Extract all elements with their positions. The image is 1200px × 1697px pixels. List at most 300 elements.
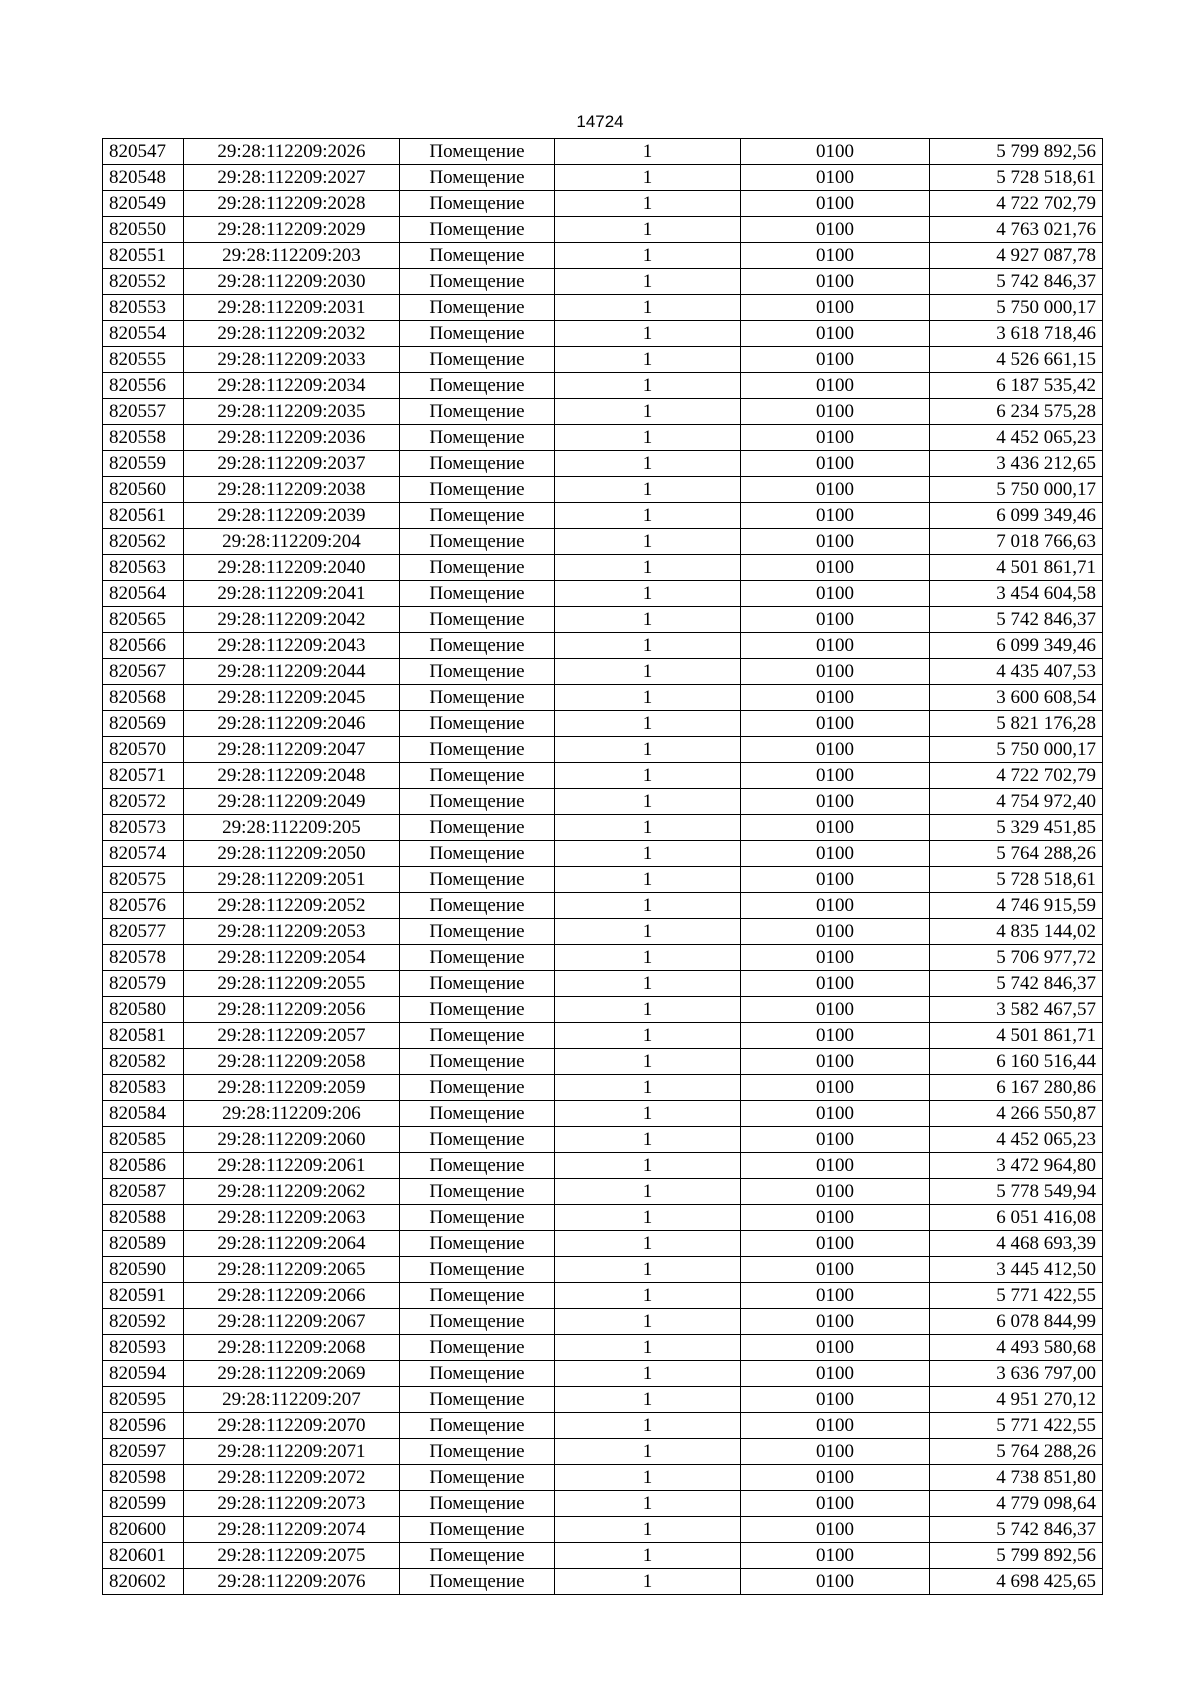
table-row [103, 1205, 1103, 1231]
code-cell: 0100 [741, 919, 930, 945]
object-type-cell: Помещение [400, 1413, 555, 1439]
code-cell: 0100 [741, 1049, 930, 1075]
object-type-cell: Помещение [400, 243, 555, 269]
cadastral-number-cell: 29:28:112209:2028 [184, 191, 400, 217]
cadastral-value-cell: 4 526 661,15 [930, 347, 1103, 373]
quantity-cell: 1 [555, 685, 741, 711]
quantity-cell: 1 [555, 1179, 741, 1205]
quantity-cell: 1 [555, 139, 741, 165]
cadastral-number-cell: 29:28:112209:2071 [184, 1439, 400, 1465]
cadastral-number-cell: 29:28:112209:206 [184, 1101, 400, 1127]
code-cell: 0100 [741, 581, 930, 607]
code-cell: 0100 [741, 1205, 930, 1231]
row-number-cell: 820575 [103, 867, 184, 893]
code-cell: 0100 [741, 971, 930, 997]
quantity-cell: 1 [555, 477, 741, 503]
cadastral-value-cell: 4 435 407,53 [930, 659, 1103, 685]
quantity-cell: 1 [555, 1491, 741, 1517]
object-type-cell: Помещение [400, 555, 555, 581]
code-cell: 0100 [741, 763, 930, 789]
row-number-cell: 820594 [103, 1361, 184, 1387]
row-number-cell: 820555 [103, 347, 184, 373]
cadastral-value-cell: 4 835 144,02 [930, 919, 1103, 945]
table-row [103, 529, 1103, 555]
code-cell: 0100 [741, 399, 930, 425]
quantity-cell: 1 [555, 815, 741, 841]
object-type-cell: Помещение [400, 789, 555, 815]
object-type-cell: Помещение [400, 529, 555, 555]
cadastral-number-cell: 29:28:112209:207 [184, 1387, 400, 1413]
quantity-cell: 1 [555, 1231, 741, 1257]
table-row [103, 841, 1103, 867]
quantity-cell: 1 [555, 165, 741, 191]
cadastral-value-cell: 4 493 580,68 [930, 1335, 1103, 1361]
cadastral-value-cell: 5 728 518,61 [930, 165, 1103, 191]
row-number-cell: 820583 [103, 1075, 184, 1101]
cadastral-value-cell: 5 742 846,37 [930, 1517, 1103, 1543]
cadastral-value-cell: 5 742 846,37 [930, 269, 1103, 295]
row-number-cell: 820564 [103, 581, 184, 607]
table-row [103, 1309, 1103, 1335]
quantity-cell: 1 [555, 1465, 741, 1491]
cadastral-number-cell: 29:28:112209:2069 [184, 1361, 400, 1387]
table-row [103, 139, 1103, 165]
quantity-cell: 1 [555, 399, 741, 425]
object-type-cell: Помещение [400, 1387, 555, 1413]
row-number-cell: 820593 [103, 1335, 184, 1361]
cadastral-value-cell: 6 099 349,46 [930, 503, 1103, 529]
code-cell: 0100 [741, 1075, 930, 1101]
table-row [103, 1049, 1103, 1075]
code-cell: 0100 [741, 1413, 930, 1439]
cadastral-number-cell: 29:28:112209:2058 [184, 1049, 400, 1075]
table-row [103, 555, 1103, 581]
quantity-cell: 1 [555, 217, 741, 243]
row-number-cell: 820572 [103, 789, 184, 815]
quantity-cell: 1 [555, 1361, 741, 1387]
quantity-cell: 1 [555, 1569, 741, 1595]
object-type-cell: Помещение [400, 503, 555, 529]
quantity-cell: 1 [555, 1283, 741, 1309]
quantity-cell: 1 [555, 269, 741, 295]
object-type-cell: Помещение [400, 1127, 555, 1153]
table-row [103, 737, 1103, 763]
row-number-cell: 820588 [103, 1205, 184, 1231]
code-cell: 0100 [741, 165, 930, 191]
table-row [103, 425, 1103, 451]
row-number-cell: 820568 [103, 685, 184, 711]
row-number-cell: 820558 [103, 425, 184, 451]
code-cell: 0100 [741, 1465, 930, 1491]
table-row [103, 1361, 1103, 1387]
code-cell: 0100 [741, 997, 930, 1023]
code-cell: 0100 [741, 815, 930, 841]
code-cell: 0100 [741, 373, 930, 399]
cadastral-value-cell: 6 234 575,28 [930, 399, 1103, 425]
row-number-cell: 820578 [103, 945, 184, 971]
object-type-cell: Помещение [400, 945, 555, 971]
cadastral-number-cell: 29:28:112209:2032 [184, 321, 400, 347]
row-number-cell: 820553 [103, 295, 184, 321]
quantity-cell: 1 [555, 581, 741, 607]
code-cell: 0100 [741, 503, 930, 529]
cadastral-number-cell: 29:28:112209:204 [184, 529, 400, 555]
code-cell: 0100 [741, 1101, 930, 1127]
code-cell: 0100 [741, 737, 930, 763]
object-type-cell: Помещение [400, 1283, 555, 1309]
object-type-cell: Помещение [400, 295, 555, 321]
table-row [103, 945, 1103, 971]
quantity-cell: 1 [555, 529, 741, 555]
code-cell: 0100 [741, 321, 930, 347]
cadastral-value-cell: 4 763 021,76 [930, 217, 1103, 243]
table-row [103, 1569, 1103, 1595]
quantity-cell: 1 [555, 1517, 741, 1543]
quantity-cell: 1 [555, 763, 741, 789]
object-type-cell: Помещение [400, 425, 555, 451]
quantity-cell: 1 [555, 867, 741, 893]
quantity-cell: 1 [555, 1335, 741, 1361]
code-cell: 0100 [741, 1283, 930, 1309]
code-cell: 0100 [741, 269, 930, 295]
row-number-cell: 820573 [103, 815, 184, 841]
row-number-cell: 820576 [103, 893, 184, 919]
cadastral-value-cell: 5 799 892,56 [930, 1543, 1103, 1569]
table-row [103, 1179, 1103, 1205]
row-number-cell: 820590 [103, 1257, 184, 1283]
table-row [103, 581, 1103, 607]
table-body [103, 139, 1103, 1595]
cadastral-number-cell: 29:28:112209:2047 [184, 737, 400, 763]
cadastral-value-cell: 5 750 000,17 [930, 477, 1103, 503]
cadastral-value-cell: 5 329 451,85 [930, 815, 1103, 841]
cadastral-value-cell: 4 698 425,65 [930, 1569, 1103, 1595]
cadastral-number-cell: 29:28:112209:2051 [184, 867, 400, 893]
cadastral-value-cell: 5 771 422,55 [930, 1283, 1103, 1309]
cadastral-number-cell: 29:28:112209:2075 [184, 1543, 400, 1569]
table-row [103, 1465, 1103, 1491]
page-number: 14724 [576, 112, 624, 131]
row-number-cell: 820587 [103, 1179, 184, 1205]
cadastral-number-cell: 29:28:112209:205 [184, 815, 400, 841]
object-type-cell: Помещение [400, 1517, 555, 1543]
cadastral-number-cell: 29:28:112209:2076 [184, 1569, 400, 1595]
row-number-cell: 820563 [103, 555, 184, 581]
object-type-cell: Помещение [400, 139, 555, 165]
cadastral-value-cell: 4 266 550,87 [930, 1101, 1103, 1127]
cadastral-number-cell: 29:28:112209:2056 [184, 997, 400, 1023]
object-type-cell: Помещение [400, 321, 555, 347]
quantity-cell: 1 [555, 373, 741, 399]
code-cell: 0100 [741, 1257, 930, 1283]
cadastral-number-cell: 29:28:112209:2034 [184, 373, 400, 399]
table-row [103, 217, 1103, 243]
quantity-cell: 1 [555, 1439, 741, 1465]
object-type-cell: Помещение [400, 165, 555, 191]
cadastral-value-cell: 4 951 270,12 [930, 1387, 1103, 1413]
code-cell: 0100 [741, 607, 930, 633]
code-cell: 0100 [741, 139, 930, 165]
code-cell: 0100 [741, 945, 930, 971]
object-type-cell: Помещение [400, 1465, 555, 1491]
cadastral-value-cell: 5 750 000,17 [930, 295, 1103, 321]
cadastral-value-table [102, 138, 1103, 1595]
cadastral-value-cell: 3 472 964,80 [930, 1153, 1103, 1179]
cadastral-number-cell: 29:28:112209:2066 [184, 1283, 400, 1309]
row-number-cell: 820570 [103, 737, 184, 763]
object-type-cell: Помещение [400, 347, 555, 373]
cadastral-number-cell: 29:28:112209:2072 [184, 1465, 400, 1491]
cadastral-value-cell: 6 187 535,42 [930, 373, 1103, 399]
object-type-cell: Помещение [400, 1257, 555, 1283]
table-row [103, 191, 1103, 217]
quantity-cell: 1 [555, 295, 741, 321]
row-number-cell: 820567 [103, 659, 184, 685]
row-number-cell: 820580 [103, 997, 184, 1023]
cadastral-value-cell: 3 618 718,46 [930, 321, 1103, 347]
object-type-cell: Помещение [400, 1231, 555, 1257]
quantity-cell: 1 [555, 1413, 741, 1439]
object-type-cell: Помещение [400, 1491, 555, 1517]
row-number-cell: 820557 [103, 399, 184, 425]
row-number-cell: 820565 [103, 607, 184, 633]
cadastral-value-cell: 4 738 851,80 [930, 1465, 1103, 1491]
object-type-cell: Помещение [400, 815, 555, 841]
quantity-cell: 1 [555, 997, 741, 1023]
quantity-cell: 1 [555, 711, 741, 737]
cadastral-number-cell: 29:28:112209:2041 [184, 581, 400, 607]
code-cell: 0100 [741, 893, 930, 919]
cadastral-value-cell: 4 779 098,64 [930, 1491, 1103, 1517]
row-number-cell: 820591 [103, 1283, 184, 1309]
cadastral-number-cell: 29:28:112209:2036 [184, 425, 400, 451]
cadastral-value-cell: 4 501 861,71 [930, 555, 1103, 581]
row-number-cell: 820601 [103, 1543, 184, 1569]
quantity-cell: 1 [555, 243, 741, 269]
object-type-cell: Помещение [400, 711, 555, 737]
quantity-cell: 1 [555, 1075, 741, 1101]
cadastral-value-cell: 3 454 604,58 [930, 581, 1103, 607]
code-cell: 0100 [741, 659, 930, 685]
table-row [103, 269, 1103, 295]
code-cell: 0100 [741, 555, 930, 581]
row-number-cell: 820592 [103, 1309, 184, 1335]
table-row [103, 477, 1103, 503]
code-cell: 0100 [741, 789, 930, 815]
row-number-cell: 820556 [103, 373, 184, 399]
code-cell: 0100 [741, 1491, 930, 1517]
object-type-cell: Помещение [400, 581, 555, 607]
code-cell: 0100 [741, 841, 930, 867]
object-type-cell: Помещение [400, 633, 555, 659]
cadastral-number-cell: 29:28:112209:203 [184, 243, 400, 269]
table-row [103, 295, 1103, 321]
cadastral-value-cell: 7 018 766,63 [930, 529, 1103, 555]
cadastral-number-cell: 29:28:112209:2052 [184, 893, 400, 919]
cadastral-number-cell: 29:28:112209:2073 [184, 1491, 400, 1517]
cadastral-number-cell: 29:28:112209:2043 [184, 633, 400, 659]
row-number-cell: 820589 [103, 1231, 184, 1257]
cadastral-value-cell: 5 742 846,37 [930, 971, 1103, 997]
code-cell: 0100 [741, 1335, 930, 1361]
table-row [103, 1491, 1103, 1517]
cadastral-value-cell: 6 099 349,46 [930, 633, 1103, 659]
table-row [103, 1023, 1103, 1049]
code-cell: 0100 [741, 1439, 930, 1465]
cadastral-number-cell: 29:28:112209:2060 [184, 1127, 400, 1153]
row-number-cell: 820599 [103, 1491, 184, 1517]
code-cell: 0100 [741, 347, 930, 373]
object-type-cell: Помещение [400, 191, 555, 217]
quantity-cell: 1 [555, 971, 741, 997]
object-type-cell: Помещение [400, 477, 555, 503]
row-number-cell: 820560 [103, 477, 184, 503]
quantity-cell: 1 [555, 789, 741, 815]
cadastral-number-cell: 29:28:112209:2067 [184, 1309, 400, 1335]
row-number-cell: 820596 [103, 1413, 184, 1439]
table-row [103, 1439, 1103, 1465]
object-type-cell: Помещение [400, 1309, 555, 1335]
table-row [103, 685, 1103, 711]
quantity-cell: 1 [555, 1101, 741, 1127]
table-row [103, 971, 1103, 997]
cadastral-number-cell: 29:28:112209:2044 [184, 659, 400, 685]
row-number-cell: 820598 [103, 1465, 184, 1491]
quantity-cell: 1 [555, 659, 741, 685]
code-cell: 0100 [741, 1569, 930, 1595]
code-cell: 0100 [741, 633, 930, 659]
row-number-cell: 820600 [103, 1517, 184, 1543]
cadastral-number-cell: 29:28:112209:2050 [184, 841, 400, 867]
object-type-cell: Помещение [400, 1153, 555, 1179]
cadastral-number-cell: 29:28:112209:2074 [184, 1517, 400, 1543]
quantity-cell: 1 [555, 1049, 741, 1075]
cadastral-value-cell: 5 742 846,37 [930, 607, 1103, 633]
quantity-cell: 1 [555, 1205, 741, 1231]
code-cell: 0100 [741, 217, 930, 243]
cadastral-value-cell: 3 436 212,65 [930, 451, 1103, 477]
cadastral-value-cell: 3 445 412,50 [930, 1257, 1103, 1283]
quantity-cell: 1 [555, 1257, 741, 1283]
quantity-cell: 1 [555, 425, 741, 451]
row-number-cell: 820577 [103, 919, 184, 945]
table-row [103, 1517, 1103, 1543]
cadastral-value-cell: 4 452 065,23 [930, 425, 1103, 451]
object-type-cell: Помещение [400, 269, 555, 295]
code-cell: 0100 [741, 1387, 930, 1413]
quantity-cell: 1 [555, 451, 741, 477]
row-number-cell: 820549 [103, 191, 184, 217]
row-number-cell: 820574 [103, 841, 184, 867]
row-number-cell: 820585 [103, 1127, 184, 1153]
cadastral-number-cell: 29:28:112209:2033 [184, 347, 400, 373]
row-number-cell: 820581 [103, 1023, 184, 1049]
cadastral-number-cell: 29:28:112209:2042 [184, 607, 400, 633]
cadastral-value-cell: 5 799 892,56 [930, 139, 1103, 165]
row-number-cell: 820571 [103, 763, 184, 789]
row-number-cell: 820552 [103, 269, 184, 295]
cadastral-number-cell: 29:28:112209:2037 [184, 451, 400, 477]
cadastral-number-cell: 29:28:112209:2062 [184, 1179, 400, 1205]
cadastral-value-cell: 5 764 288,26 [930, 841, 1103, 867]
cadastral-number-cell: 29:28:112209:2045 [184, 685, 400, 711]
cadastral-number-cell: 29:28:112209:2061 [184, 1153, 400, 1179]
object-type-cell: Помещение [400, 373, 555, 399]
code-cell: 0100 [741, 295, 930, 321]
object-type-cell: Помещение [400, 1335, 555, 1361]
cadastral-value-cell: 3 600 608,54 [930, 685, 1103, 711]
row-number-cell: 820566 [103, 633, 184, 659]
table-row [103, 919, 1103, 945]
code-cell: 0100 [741, 1023, 930, 1049]
quantity-cell: 1 [555, 841, 741, 867]
code-cell: 0100 [741, 685, 930, 711]
code-cell: 0100 [741, 451, 930, 477]
object-type-cell: Помещение [400, 607, 555, 633]
table-row [103, 399, 1103, 425]
quantity-cell: 1 [555, 1023, 741, 1049]
quantity-cell: 1 [555, 555, 741, 581]
table-row [103, 1127, 1103, 1153]
object-type-cell: Помещение [400, 1179, 555, 1205]
cadastral-number-cell: 29:28:112209:2049 [184, 789, 400, 815]
object-type-cell: Помещение [400, 1075, 555, 1101]
cadastral-value-cell: 3 582 467,57 [930, 997, 1103, 1023]
table-row [103, 997, 1103, 1023]
row-number-cell: 820569 [103, 711, 184, 737]
table-row [103, 607, 1103, 633]
object-type-cell: Помещение [400, 1569, 555, 1595]
cadastral-number-cell: 29:28:112209:2035 [184, 399, 400, 425]
cadastral-number-cell: 29:28:112209:2065 [184, 1257, 400, 1283]
table-row [103, 503, 1103, 529]
object-type-cell: Помещение [400, 737, 555, 763]
object-type-cell: Помещение [400, 1205, 555, 1231]
quantity-cell: 1 [555, 503, 741, 529]
object-type-cell: Помещение [400, 867, 555, 893]
object-type-cell: Помещение [400, 217, 555, 243]
object-type-cell: Помещение [400, 1439, 555, 1465]
row-number-cell: 820582 [103, 1049, 184, 1075]
row-number-cell: 820550 [103, 217, 184, 243]
row-number-cell: 820561 [103, 503, 184, 529]
object-type-cell: Помещение [400, 399, 555, 425]
quantity-cell: 1 [555, 919, 741, 945]
quantity-cell: 1 [555, 347, 741, 373]
cadastral-number-cell: 29:28:112209:2046 [184, 711, 400, 737]
code-cell: 0100 [741, 243, 930, 269]
table-row [103, 789, 1103, 815]
row-number-cell: 820586 [103, 1153, 184, 1179]
table-row [103, 373, 1103, 399]
cadastral-number-cell: 29:28:112209:2048 [184, 763, 400, 789]
cadastral-value-cell: 4 722 702,79 [930, 191, 1103, 217]
row-number-cell: 820584 [103, 1101, 184, 1127]
quantity-cell: 1 [555, 945, 741, 971]
cadastral-number-cell: 29:28:112209:2054 [184, 945, 400, 971]
cadastral-number-cell: 29:28:112209:2068 [184, 1335, 400, 1361]
cadastral-value-cell: 3 636 797,00 [930, 1361, 1103, 1387]
quantity-cell: 1 [555, 737, 741, 763]
cadastral-value-cell: 4 927 087,78 [930, 243, 1103, 269]
quantity-cell: 1 [555, 191, 741, 217]
quantity-cell: 1 [555, 633, 741, 659]
row-number-cell: 820579 [103, 971, 184, 997]
table-row [103, 1257, 1103, 1283]
code-cell: 0100 [741, 1127, 930, 1153]
table-row [103, 1153, 1103, 1179]
code-cell: 0100 [741, 1543, 930, 1569]
